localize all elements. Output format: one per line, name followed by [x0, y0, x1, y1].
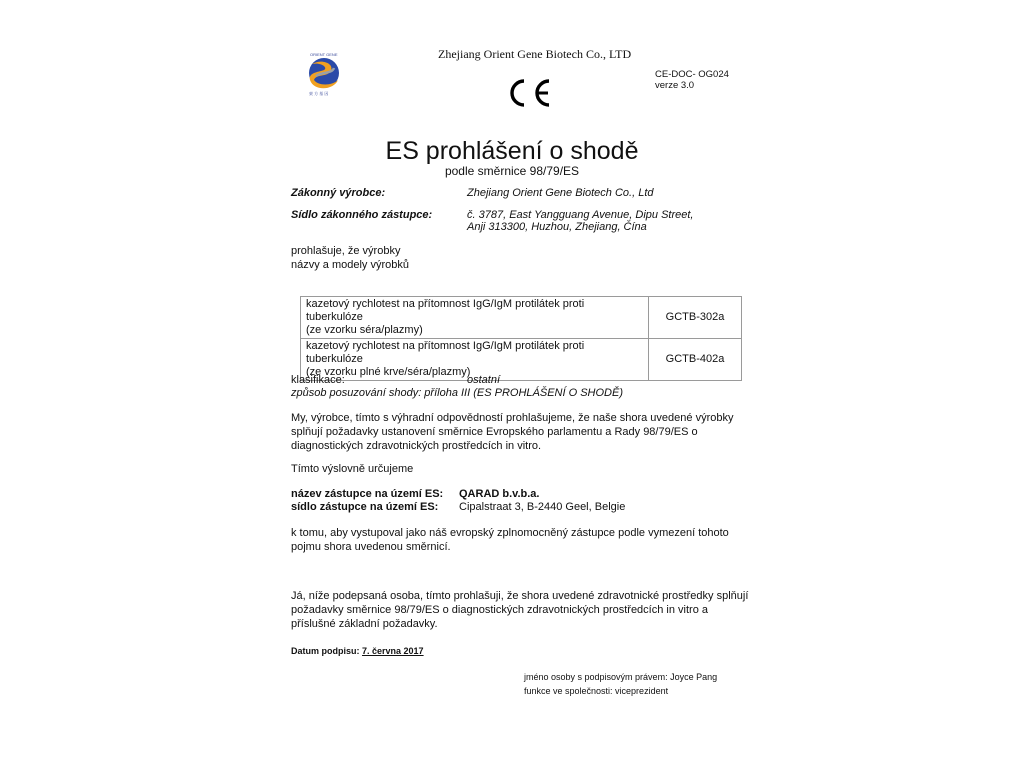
declares-line2: názvy a modely výrobků — [291, 259, 409, 271]
signature-date-label: Datum podpisu: — [291, 646, 360, 656]
rep-name-value: QARAD b.v.b.a. — [459, 488, 540, 500]
undersigned-line2: požadavky směrnice 98/79/ES o diagnostických zdravotnických prostředcích in vitro a — [291, 604, 708, 616]
declares-text — [291, 244, 409, 272]
assessment-procedure: způsob posuzování shody: příloha III (ES PROHLÁŠENÍ O SHODĚ) — [291, 387, 623, 399]
rep-address-label: sídlo zástupce na území ES: — [291, 501, 439, 513]
page-title: ES prohlášení o shodě — [385, 137, 639, 165]
undersigned-line1: Já, níže podepsaná osoba, tímto prohlašuji, že shora uvedené zdravotnické prostředky splňují — [291, 590, 749, 602]
table-row — [301, 297, 742, 339]
ce-mark — [504, 78, 552, 108]
signatory-name: jméno osoby s podpisovým právem: Joyce Pang — [524, 672, 718, 682]
statement-line2: splňují požadavky ustanovení směrnice Evropského parlamentu a Rady 98/79/ES o — [291, 426, 698, 438]
signature-date-value: 7. června 2017 — [362, 646, 424, 656]
logo-text-bottom: 東 方 基 因 — [309, 91, 329, 96]
product-name-line2: (ze vzorku plné krve/séra/plazmy) — [306, 366, 471, 378]
product-name-line1: kazetový rychlotest na přítomnost IgG/IgM protilátek proti tuberkulóze — [306, 298, 585, 323]
purpose-line2: pojmu shora uvedenou směrnicí. — [291, 541, 451, 553]
classification-label: klasifikace: — [291, 374, 345, 386]
signature-date — [291, 646, 424, 656]
classification-value: ostatní — [467, 374, 501, 386]
statement-line1: My, výrobce, tímto s výhradní odpovědností prohlašujeme, že naše shora uvedené výrobky — [291, 412, 734, 424]
product-code-cell: GCTB-302a — [649, 297, 742, 339]
designate-text: Tímto výslovně určujeme — [291, 463, 414, 475]
product-name-cell — [301, 297, 649, 339]
product-name-line2: (ze vzorku séra/plazmy) — [306, 324, 423, 336]
page-subtitle: podle směrnice 98/79/ES — [444, 164, 580, 178]
rep-name-label: název zástupce na území ES: — [291, 488, 444, 500]
purpose-text — [291, 526, 729, 554]
logo-text-top: ORIENT GENE — [310, 52, 338, 57]
rep-address-value: Cipalstraat 3, B-2440 Geel, Belgie — [459, 501, 626, 513]
signatory-function: funkce ve společnosti: viceprezident — [524, 686, 669, 696]
purpose-line1: k tomu, aby vystupoval jako náš evropský zplnomocněný zástupce podle vymezení tohoto — [291, 527, 729, 539]
product-name-line1: kazetový rychlotest na přítomnost IgG/IgM protilátek proti tuberkulóze — [306, 340, 585, 365]
seat-label: Sídlo zákonného zástupce: — [291, 209, 433, 221]
doc-code: CE-DOC- OG024 — [655, 69, 729, 80]
seat-address — [467, 209, 693, 233]
document-id — [655, 69, 729, 91]
seat-address-line1: č. 3787, East Yangguang Avenue, Dipu Street, — [467, 209, 694, 221]
product-code-cell: GCTB-402a — [649, 339, 742, 381]
products-table — [300, 296, 742, 381]
undersigned-statement — [291, 589, 748, 631]
manufacturer-label: Zákonný výrobce: — [291, 187, 386, 199]
company-name: Zhejiang Orient Gene Biotech Co., LTD — [438, 47, 632, 61]
doc-version: verze 3.0 — [655, 80, 695, 91]
company-logo — [300, 50, 350, 98]
seat-address-line2: Anji 313300, Huzhou, Zhejiang, Čína — [467, 221, 647, 233]
declares-line1: prohlašuje, že výrobky — [291, 245, 401, 257]
table-row — [301, 339, 742, 381]
manufacturer-statement — [291, 411, 733, 453]
statement-line3: diagnostických zdravotnických prostředcích in vitro. — [291, 440, 542, 452]
undersigned-line3: příslušné základní požadavky. — [291, 618, 438, 630]
manufacturer-value: Zhejiang Orient Gene Biotech Co., Ltd — [467, 187, 654, 199]
